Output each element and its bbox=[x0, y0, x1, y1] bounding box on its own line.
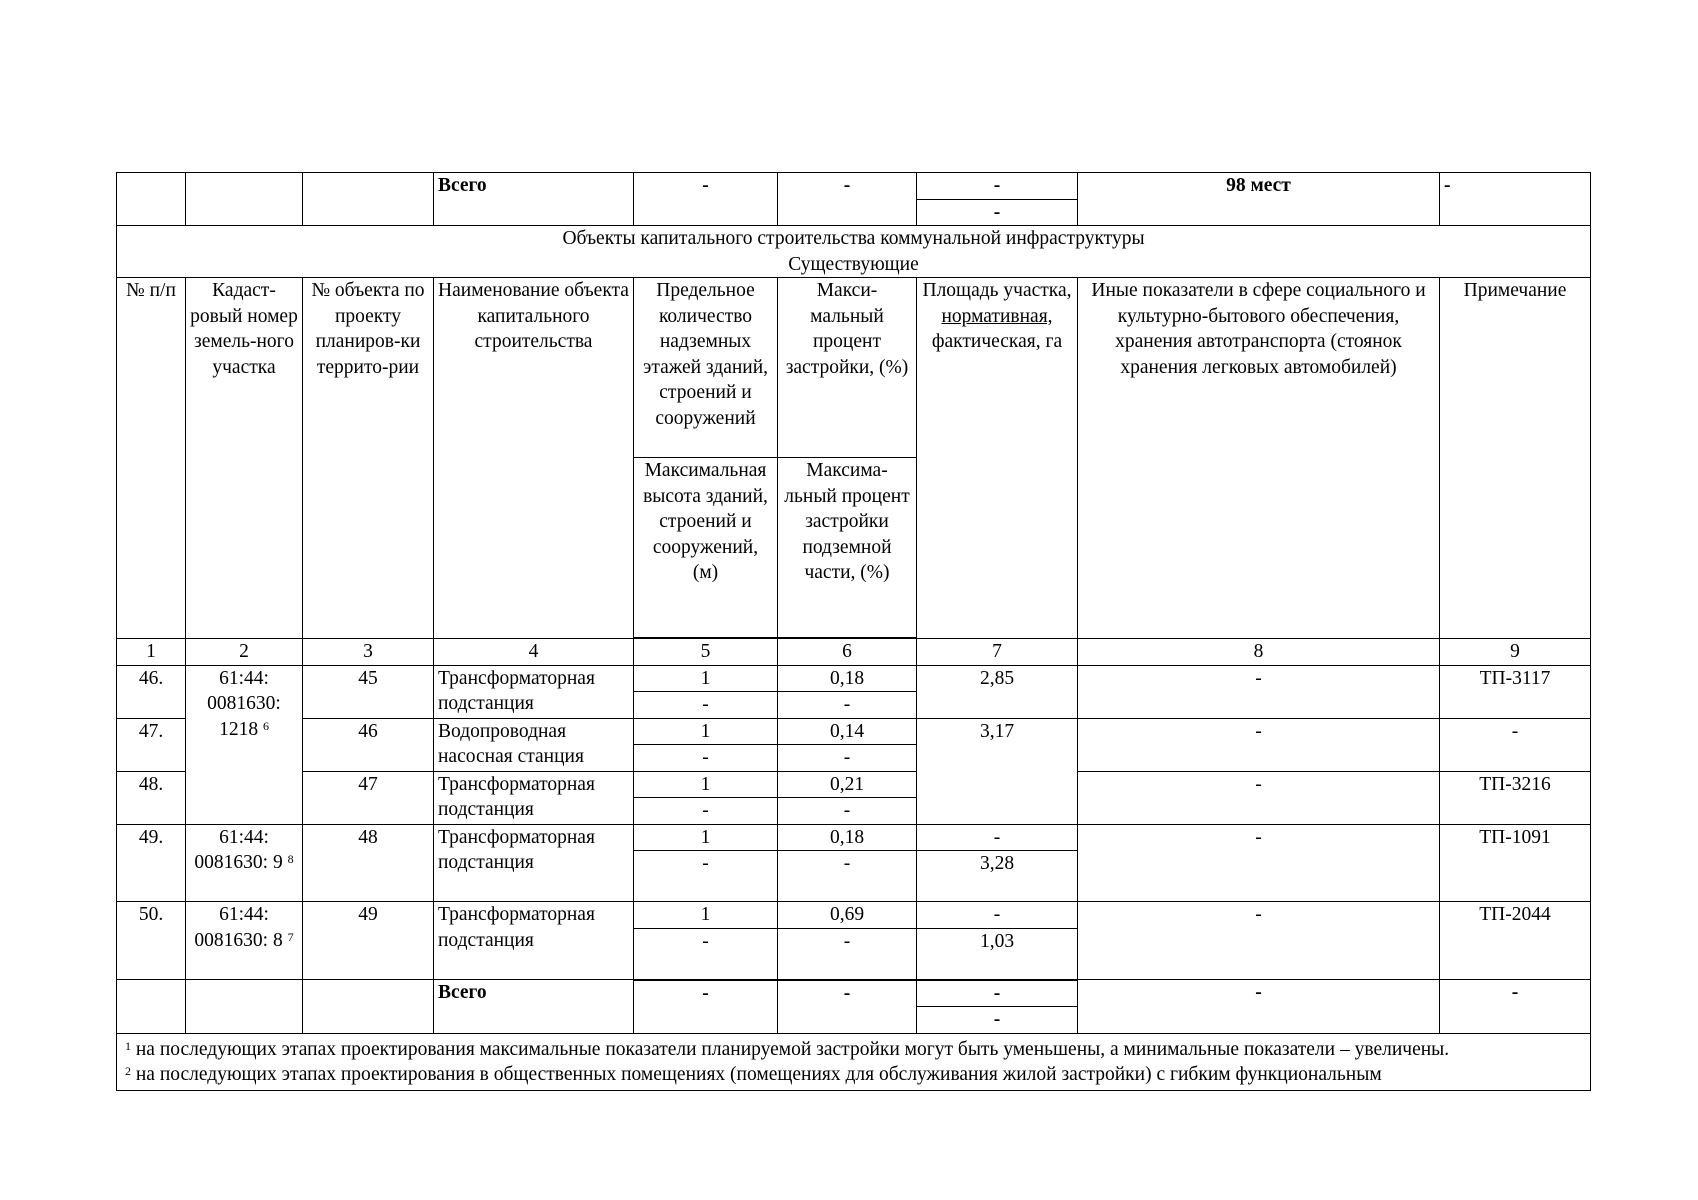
column-number: 1 bbox=[117, 638, 186, 665]
table-row bbox=[117, 902, 1591, 929]
section-title: Объекты капитального строительства коммунальной инфраструктуры bbox=[562, 228, 1145, 249]
row-build-percent: 0,18 bbox=[778, 665, 917, 692]
footnote-mark: 1 bbox=[125, 1038, 131, 1053]
total-c8: 98 мест bbox=[1078, 173, 1440, 226]
table-row bbox=[117, 718, 1591, 745]
row-num: 48. bbox=[117, 771, 186, 824]
row-object-number: 47 bbox=[303, 771, 434, 824]
row-area-normative: - bbox=[917, 902, 1078, 929]
header-object-name: Наименование объекта капитального строительства bbox=[434, 278, 634, 639]
row-build-percent: 0,14 bbox=[778, 718, 917, 745]
header-cadastral: Кадаст-ровый номер земель-ного участка bbox=[186, 278, 303, 639]
total-label: Всего bbox=[434, 173, 634, 226]
row-object-number: 48 bbox=[303, 824, 434, 902]
row-object-name: Трансформаторная подстанция bbox=[434, 902, 634, 980]
row-max-height: - bbox=[634, 851, 778, 902]
row-underground-percent: - bbox=[778, 928, 917, 980]
column-number: 3 bbox=[303, 638, 434, 665]
total-c6: - bbox=[778, 980, 917, 1034]
footnote-text: на последующих этапах проектирования в общественных помещениях (помещениях для обслуживания жилой застройки) с гибким функциональным bbox=[135, 1063, 1382, 1085]
row-cadastral: 61:44: 0081630: 8 $^7$ bbox=[186, 902, 303, 980]
cell-empty bbox=[117, 173, 186, 226]
row-object-number: 46 bbox=[303, 718, 434, 771]
row-cadastral: 61:44: 0081630: 9 $^8$ bbox=[186, 824, 303, 902]
header-note: Примечание bbox=[1440, 278, 1591, 639]
footnotes bbox=[117, 1033, 1591, 1090]
bottom-total-row bbox=[117, 980, 1591, 1007]
row-object-name: Трансформаторная подстанция bbox=[434, 771, 634, 824]
cell-empty bbox=[186, 980, 303, 1034]
row-note: ТП-3117 bbox=[1440, 665, 1591, 718]
row-underground-percent: - bbox=[778, 692, 917, 719]
header-area-normative: нормативная, bbox=[941, 305, 1053, 327]
section-subtitle: Существующие bbox=[788, 253, 919, 275]
table-row bbox=[117, 665, 1591, 692]
row-floors: 1 bbox=[634, 718, 778, 745]
column-number: 7 bbox=[917, 638, 1078, 665]
row-underground-percent: - bbox=[778, 851, 917, 902]
column-number: 4 bbox=[434, 638, 634, 665]
total-c8: - bbox=[1078, 980, 1440, 1034]
footnote bbox=[125, 1037, 1582, 1062]
row-object-name: Трансформаторная подстанция bbox=[434, 665, 634, 718]
row-note: - bbox=[1440, 718, 1591, 771]
table-row bbox=[117, 824, 1591, 851]
footnotes-row bbox=[117, 1033, 1591, 1090]
row-num: 47. bbox=[117, 718, 186, 771]
row-other: - bbox=[1078, 718, 1440, 771]
total-c9: - bbox=[1440, 980, 1591, 1034]
header-max-height: Максимальная высота зданий, строений и сооружений, (м) bbox=[634, 458, 778, 639]
header-area bbox=[917, 278, 1078, 639]
column-number: 2 bbox=[186, 638, 303, 665]
row-other: - bbox=[1078, 665, 1440, 718]
row-build-percent: 0,18 bbox=[778, 824, 917, 851]
cell-empty bbox=[117, 980, 186, 1034]
section-header-row bbox=[117, 226, 1591, 278]
row-object-number: 45 bbox=[303, 665, 434, 718]
row-area: 2,85 bbox=[917, 665, 1078, 718]
row-max-height: - bbox=[634, 798, 778, 825]
row-underground-percent: - bbox=[778, 745, 917, 772]
column-number: 6 bbox=[778, 638, 917, 665]
header-num: № п/п bbox=[117, 278, 186, 639]
row-build-percent: 0,69 bbox=[778, 902, 917, 929]
header-underground-percent: Максима-льный процент застройки подземной части, (%) bbox=[778, 458, 917, 639]
cell-empty bbox=[303, 173, 434, 226]
row-note: ТП-1091 bbox=[1440, 824, 1591, 902]
shared-cadastral-number: 61:44: 0081630: 1218 $^6$ bbox=[186, 665, 303, 824]
header-other-indicators: Иные показатели в сфере социального и культурно-бытового обеспечения, хранения автотранспорта (стоянок хранения легковых автомобилей) bbox=[1078, 278, 1440, 639]
column-numbers-row bbox=[117, 638, 1591, 665]
header-object-number: № объекта по проекту планиров-ки террито-рии bbox=[303, 278, 434, 639]
total-c7-actual: - bbox=[917, 199, 1078, 226]
cell-empty bbox=[186, 173, 303, 226]
footnote-ref: 8 bbox=[287, 852, 294, 866]
footnote-mark: 2 bbox=[125, 1063, 131, 1078]
total-c5: - bbox=[634, 980, 778, 1034]
row-floors: 1 bbox=[634, 824, 778, 851]
header-floors: Предельное количество надземных этажей зданий, строений и сооружений bbox=[634, 278, 778, 458]
row-num: 50. bbox=[117, 902, 186, 980]
total-c7-normative: - bbox=[917, 173, 1078, 200]
row-max-height: - bbox=[634, 928, 778, 980]
row-num: 46. bbox=[117, 665, 186, 718]
row-area-normative: - bbox=[917, 824, 1078, 851]
total-label: Всего bbox=[434, 980, 634, 1034]
column-number: 8 bbox=[1078, 638, 1440, 665]
row-floors: 1 bbox=[634, 902, 778, 929]
total-c6: - bbox=[778, 173, 917, 226]
header-row bbox=[117, 278, 1591, 458]
header-area-line1: Площадь участка, bbox=[922, 280, 1072, 301]
total-c5: - bbox=[634, 173, 778, 226]
row-other: - bbox=[1078, 902, 1440, 980]
total-c7-normative: - bbox=[917, 980, 1078, 1007]
header-area-actual: фактическая, га bbox=[931, 331, 1063, 352]
row-object-name: Трансформаторная подстанция bbox=[434, 824, 634, 902]
row-object-number: 49 bbox=[303, 902, 434, 980]
planning-table bbox=[116, 172, 1591, 1091]
row-note: ТП-2044 bbox=[1440, 902, 1591, 980]
row-area: 3,17 bbox=[917, 718, 1078, 824]
top-total-row bbox=[117, 173, 1591, 200]
column-number: 5 bbox=[634, 638, 778, 665]
row-build-percent: 0,21 bbox=[778, 771, 917, 798]
row-floors: 1 bbox=[634, 771, 778, 798]
footnote-ref: 6 bbox=[262, 718, 269, 733]
row-area-actual: 1,03 bbox=[917, 928, 1078, 980]
footnote-ref: 7 bbox=[287, 929, 294, 944]
total-c9: - bbox=[1440, 173, 1591, 226]
row-underground-percent: - bbox=[778, 798, 917, 825]
column-number: 9 bbox=[1440, 638, 1591, 665]
row-num: 49. bbox=[117, 824, 186, 902]
row-floors: 1 bbox=[634, 665, 778, 692]
row-note: ТП-3216 bbox=[1440, 771, 1591, 824]
row-other: - bbox=[1078, 771, 1440, 824]
cell-empty bbox=[303, 980, 434, 1034]
footnote-text: на последующих этапах проектирования максимальные показатели планируемой застройки могут быть уменьшены, а минимальные показатели – увеличены. bbox=[135, 1038, 1450, 1060]
row-object-name: Водопроводная насосная станция bbox=[434, 718, 634, 771]
footnote bbox=[125, 1062, 1582, 1087]
total-c7-actual: - bbox=[917, 1007, 1078, 1034]
row-max-height: - bbox=[634, 692, 778, 719]
row-other: - bbox=[1078, 824, 1440, 902]
table-row bbox=[117, 771, 1591, 798]
row-max-height: - bbox=[634, 745, 778, 772]
header-build-percent: Макси-мальный процент застройки, (%) bbox=[778, 278, 917, 458]
row-area-actual: 3,28 bbox=[917, 851, 1078, 902]
